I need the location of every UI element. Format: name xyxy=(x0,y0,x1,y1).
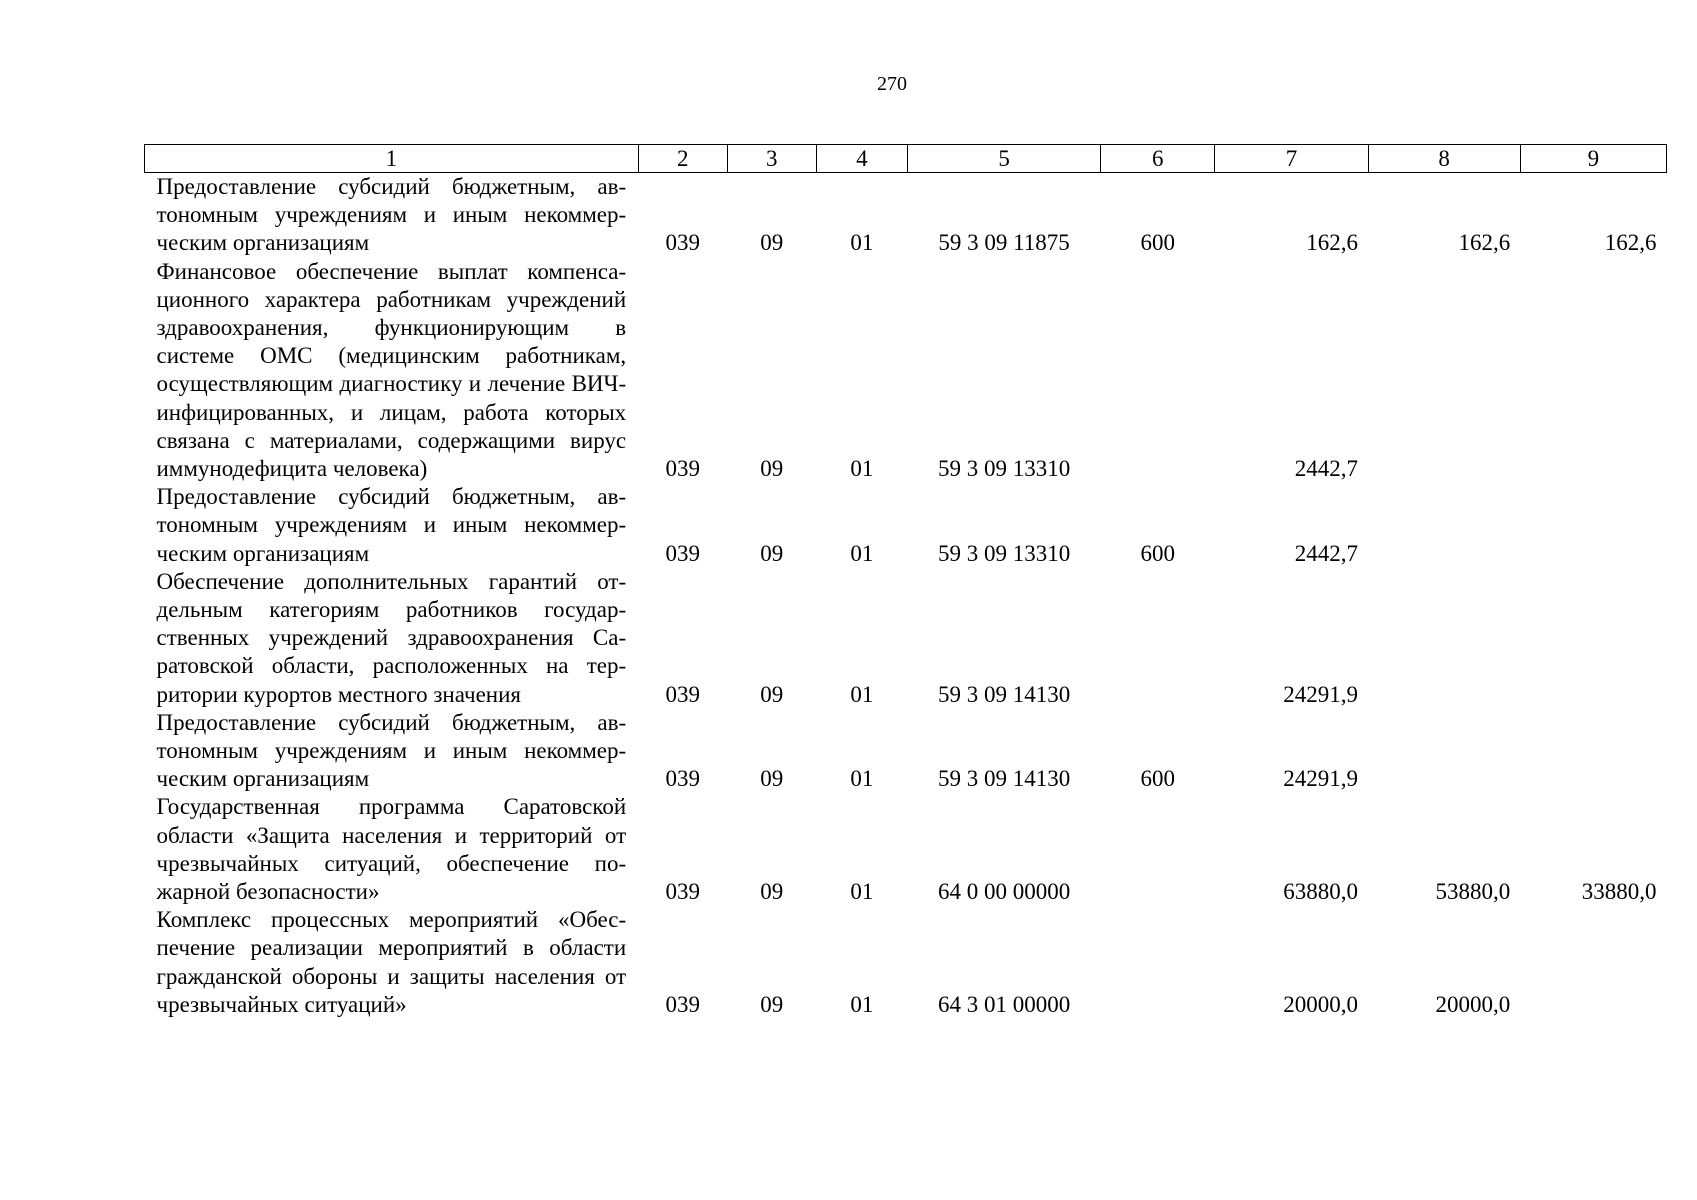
row-col-8 xyxy=(1368,709,1520,794)
row-col-9 xyxy=(1520,906,1666,1019)
row-col-2: 039 xyxy=(665,991,700,1017)
row-col-4: 01 xyxy=(850,456,874,482)
row-col-9 xyxy=(1520,568,1666,709)
row-col-6 xyxy=(1101,568,1215,709)
row-col-9 xyxy=(1520,483,1666,568)
row-col-2: 039 xyxy=(665,879,700,905)
table-row xyxy=(145,906,1667,1019)
row-col-6: 600 xyxy=(1140,540,1176,566)
table-body xyxy=(145,173,1667,1020)
row-col-6: 600 xyxy=(1140,766,1176,792)
row-col-4: 01 xyxy=(850,879,874,905)
row-col-6 xyxy=(1101,906,1215,1019)
row-name: Комплекс процессных мероприятий «Обеспечение реализации мероприятий в области гражданской обороны и защиты населения от чрезвычайных ситуаций» xyxy=(156,907,627,1017)
row-col-3: 09 xyxy=(760,991,784,1017)
table-row xyxy=(145,709,1667,794)
header-col-7: 7 xyxy=(1215,145,1368,173)
table-row xyxy=(145,793,1667,906)
row-col-4: 01 xyxy=(850,681,874,707)
budget-table xyxy=(144,144,1667,1019)
row-col-8 xyxy=(1368,483,1520,568)
row-col-3: 09 xyxy=(760,230,784,256)
header-col-2: 2 xyxy=(638,145,727,173)
table-row xyxy=(145,568,1667,709)
row-col-3: 09 xyxy=(760,879,784,905)
row-col-8: 162,6 xyxy=(1458,230,1511,256)
row-name: Предоставление субсидий бюджетным, автономным учреждениям и иным некоммерческим организациям xyxy=(156,174,627,256)
row-col-5: 59 3 09 13310 xyxy=(937,540,1071,566)
row-col-8: 20000,0 xyxy=(1435,991,1511,1017)
row-col-7: 2442,7 xyxy=(1294,540,1359,566)
row-col-7: 24291,9 xyxy=(1283,681,1359,707)
row-col-7: 24291,9 xyxy=(1283,766,1359,792)
row-col-2: 039 xyxy=(665,456,700,482)
row-col-3: 09 xyxy=(760,456,784,482)
row-col-6 xyxy=(1101,258,1215,484)
table-header xyxy=(145,145,1667,173)
row-col-9 xyxy=(1520,258,1666,484)
row-col-4: 01 xyxy=(850,991,874,1017)
table-row xyxy=(145,258,1667,484)
table-row xyxy=(145,173,1667,258)
row-col-5: 59 3 09 14130 xyxy=(937,766,1071,792)
row-col-2: 039 xyxy=(665,540,700,566)
row-col-5: 64 3 01 00000 xyxy=(937,991,1071,1017)
row-name: Обеспечение дополнительных гарантий отдельным категориям работников государственных учреждений здравоохранения Саратовской области, расположенных на территории курортов местного значения xyxy=(156,568,627,707)
header-col-8: 8 xyxy=(1368,145,1520,173)
row-col-4: 01 xyxy=(850,766,874,792)
row-col-2: 039 xyxy=(665,230,700,256)
header-row xyxy=(145,145,1667,173)
row-col-5: 59 3 09 14130 xyxy=(937,681,1071,707)
row-col-5: 64 0 00 00000 xyxy=(937,879,1071,905)
header-col-9: 9 xyxy=(1520,145,1666,173)
row-col-6 xyxy=(1101,793,1215,906)
row-name: Предоставление субсидий бюджетным, автономным учреждениям и иным некоммерческим организациям xyxy=(156,484,627,566)
row-col-7: 63880,0 xyxy=(1283,879,1359,905)
row-col-3: 09 xyxy=(760,540,784,566)
row-col-7: 162,6 xyxy=(1306,230,1359,256)
row-col-5: 59 3 09 11875 xyxy=(938,230,1070,256)
table-row xyxy=(145,483,1667,568)
row-name: Финансовое обеспечение выплат компенсационного характера работникам учреждений здравоохранения, функционирующим в системе ОМС (медицинским работникам, осуществляющим диагностику и лечение ВИЧ-инфицированных, и лицам, работа которых связана с материалами, содержащими вирус иммунодефицита человека) xyxy=(156,258,627,482)
header-col-4: 4 xyxy=(816,145,907,173)
page-number: 270 xyxy=(877,73,907,95)
row-col-2: 039 xyxy=(665,766,700,792)
row-name: Предоставление субсидий бюджетным, автономным учреждениям и иным некоммерческим организациям xyxy=(156,709,627,792)
row-col-7: 20000,0 xyxy=(1283,991,1359,1017)
row-col-2: 039 xyxy=(665,681,700,707)
row-col-3: 09 xyxy=(760,766,784,792)
row-col-8: 53880,0 xyxy=(1435,879,1511,905)
row-col-5: 59 3 09 13310 xyxy=(937,456,1071,482)
header-col-3: 3 xyxy=(727,145,816,173)
row-col-3: 09 xyxy=(760,681,784,707)
row-col-7: 2442,7 xyxy=(1294,456,1359,482)
row-col-9 xyxy=(1520,709,1666,794)
row-name: Государственная программа Саратовской области «Защита населения и территорий от чрезвычайных ситуаций, обеспечение пожарной безопасности» xyxy=(156,794,627,905)
header-col-1: 1 xyxy=(145,145,639,173)
row-col-4: 01 xyxy=(850,230,874,256)
row-col-4: 01 xyxy=(850,540,874,566)
header-col-6: 6 xyxy=(1101,145,1215,173)
row-col-8 xyxy=(1368,258,1520,484)
row-col-9: 33880,0 xyxy=(1581,879,1657,905)
header-col-5: 5 xyxy=(907,145,1100,173)
row-col-8 xyxy=(1368,568,1520,709)
row-col-9: 162,6 xyxy=(1604,230,1657,256)
row-col-6: 600 xyxy=(1140,230,1176,256)
